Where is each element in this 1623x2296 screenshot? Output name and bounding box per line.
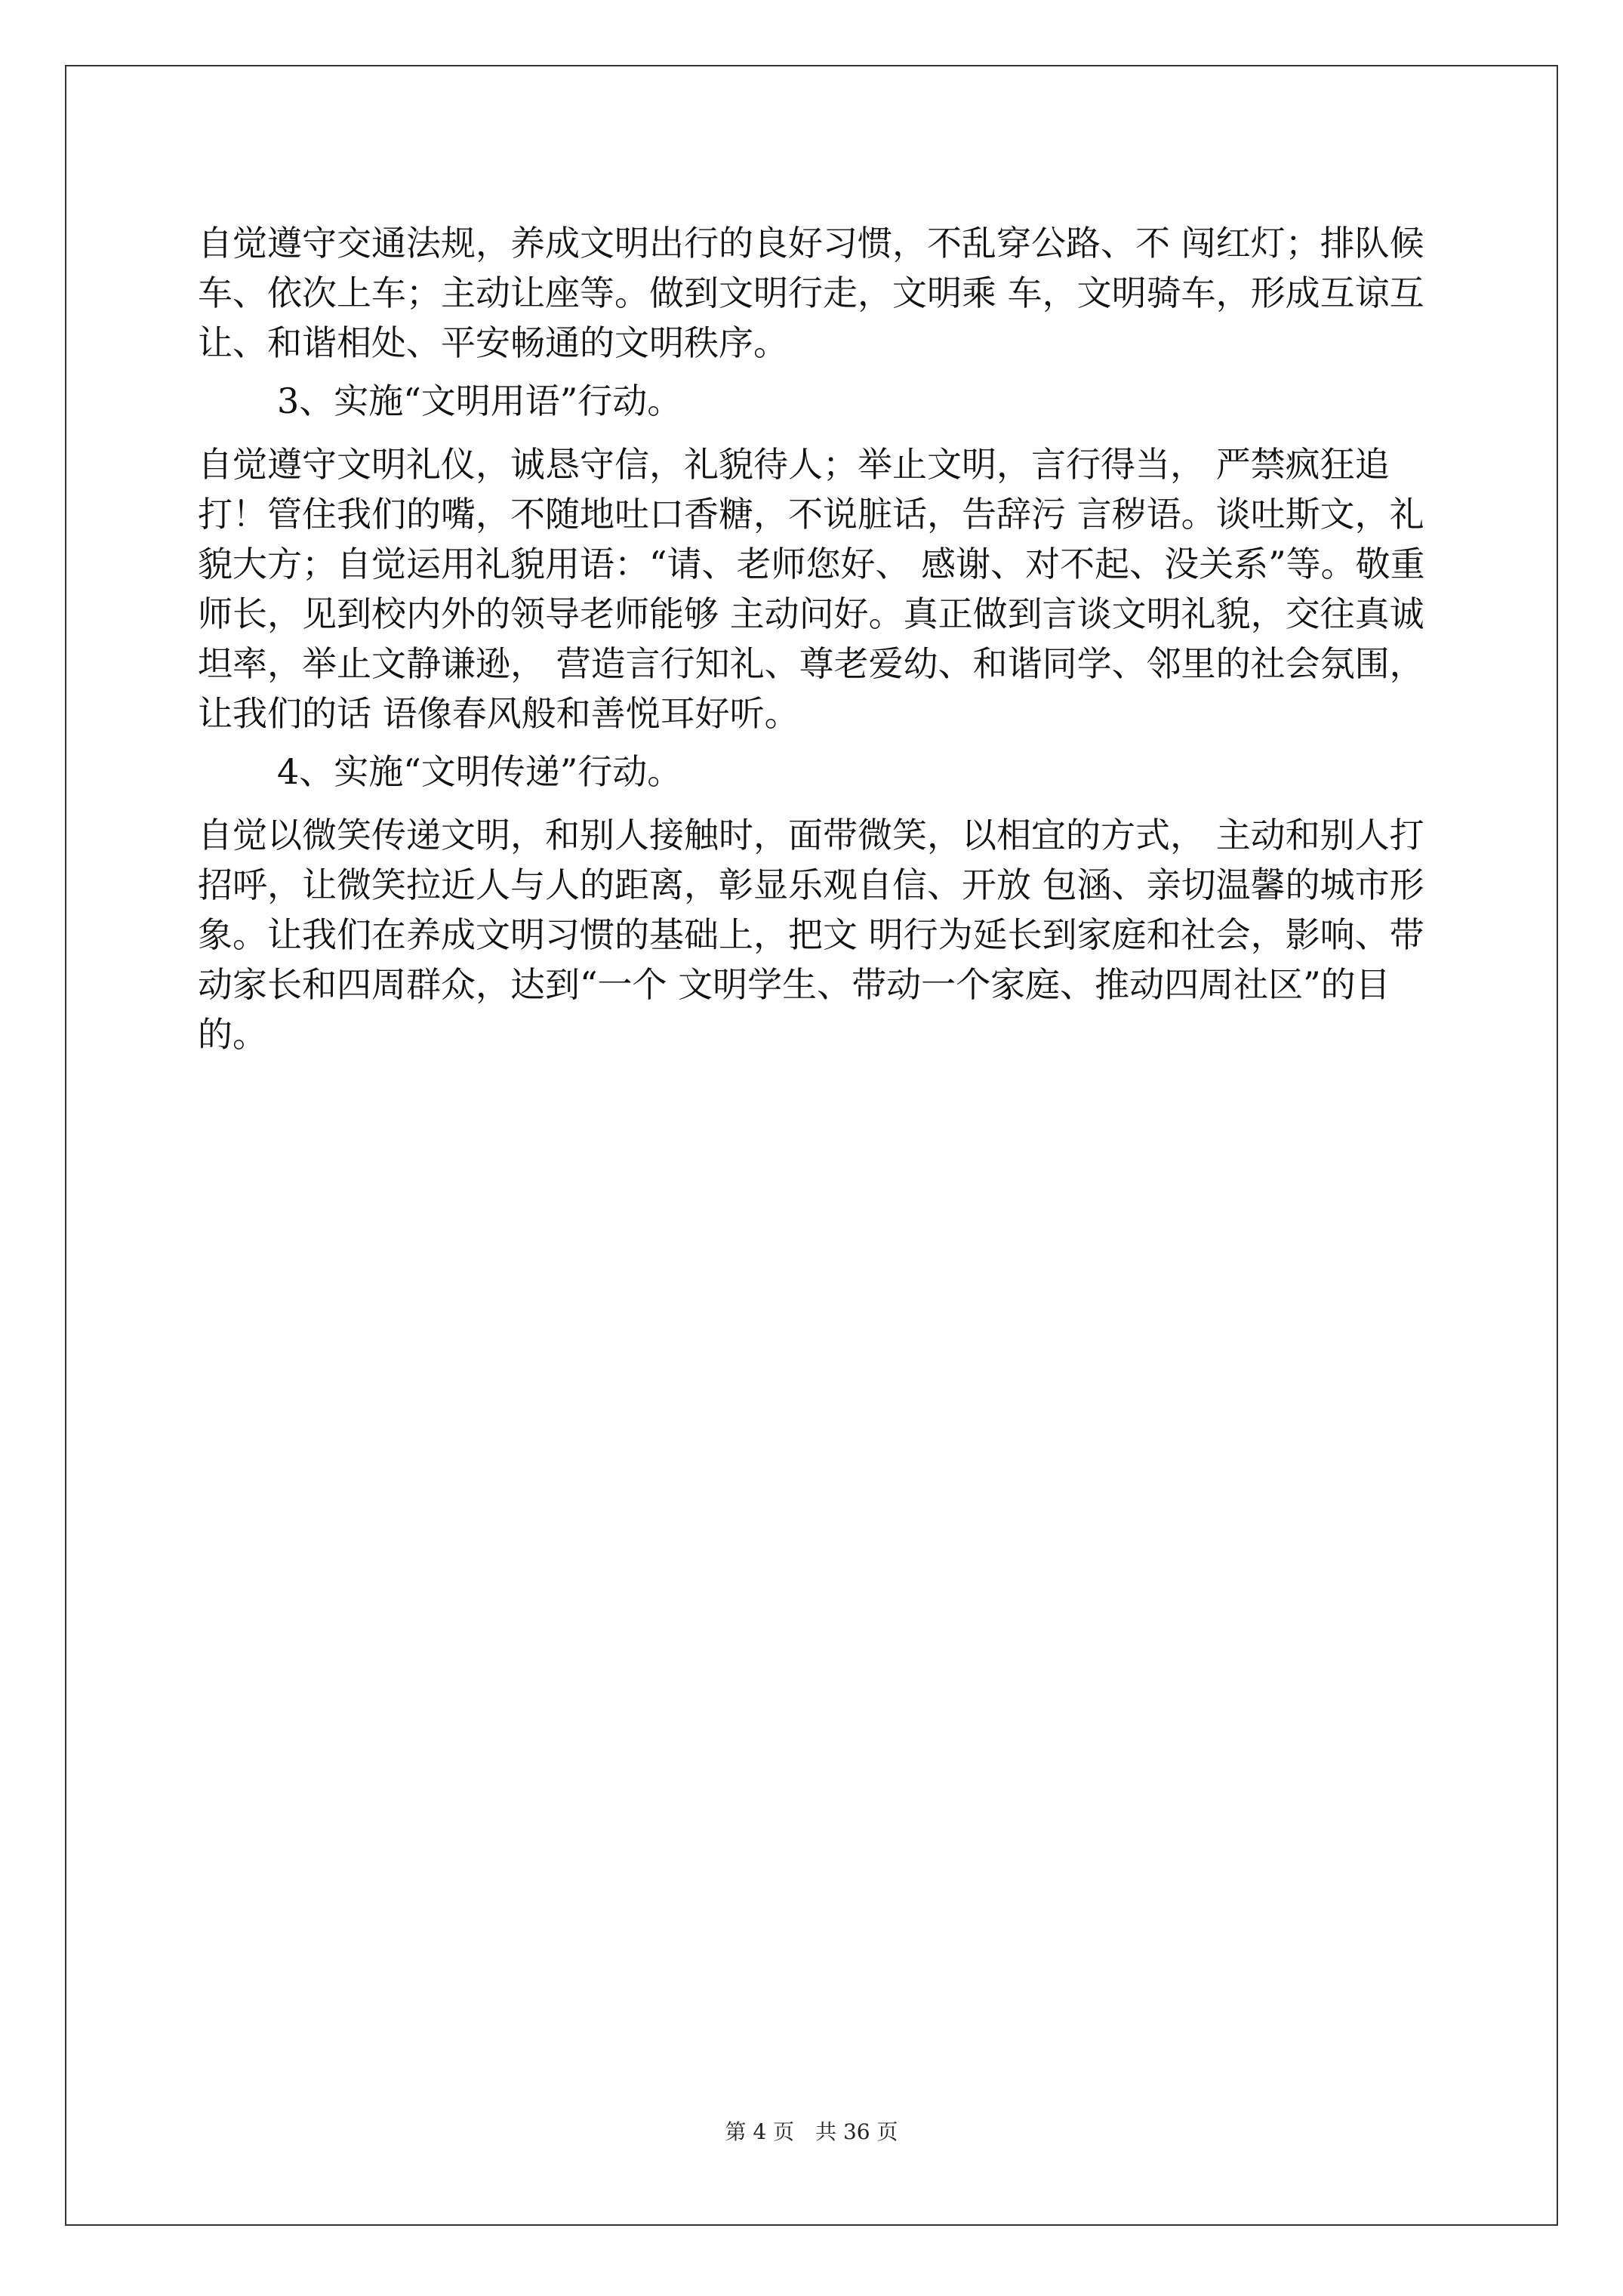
text-line: 闯红灯；排队候车、依次上车；主动让座等。做到文明行走，文明乘 bbox=[198, 223, 1424, 313]
text-line: 营造言行知礼、尊老爱幼、和谐同学、邻里的社会氛围，让我们的话 bbox=[198, 643, 1424, 734]
text-line: 感谢、对不起、没关系”等。敬重师长，见到校内外的领导老师能够 bbox=[198, 544, 1425, 634]
text-line: 主动问好。真正做到言谈文明礼貌，交往真诚坦率，举止文静谦逊， bbox=[198, 593, 1424, 684]
text-line: 自觉遵守交通法规，养成文明出行的良好习惯，不乱穿公路、不 bbox=[198, 223, 1170, 264]
text-line: 文明学生、带动一个家庭、推动四周社区”的目的。 bbox=[198, 964, 1390, 1055]
text-line: 明行为延长到家庭和社会，影响、带动家长和四周群众，达到“一个 bbox=[198, 914, 1424, 1005]
paragraph bbox=[198, 216, 1440, 365]
text-line: 语像春风般和善悦耳好听。 bbox=[382, 693, 799, 734]
page-number-footer: 第 4 页 共 36 页 bbox=[725, 2119, 898, 2144]
text-line: 自觉遵守文明礼仪，诚恳守信，礼貌待人；举止文明，言行得当， bbox=[198, 444, 1205, 485]
section-heading: 4、实施“文明传递”行动。 bbox=[277, 751, 682, 792]
text-line: 自觉以微笑传递文明，和别人接触时，面带微笑，以相宜的方式， bbox=[198, 815, 1205, 855]
document-body bbox=[198, 216, 1440, 1057]
text-line: 包涵、亲切温馨的城市形象。让我们在养成文明习惯的基础上，把文 bbox=[198, 864, 1424, 955]
text-line: 车，文明骑车，形成互谅互让、和谐相处、平安畅通的文明秩序。 bbox=[198, 273, 1424, 363]
text-line: 主动和别人打招呼，让微笑拉近人与人的距离，彰显乐观自信、开放 bbox=[198, 815, 1424, 905]
paragraph bbox=[198, 437, 1440, 736]
text-line: 言秽语。谈吐斯文，礼貌大方；自觉运用礼貌用语：“请、老师您好、 bbox=[198, 494, 1424, 584]
paragraph bbox=[198, 808, 1440, 1057]
section-heading: 3、实施“文明用语”行动。 bbox=[277, 381, 682, 421]
text-line: 严禁疯狂追打！管住我们的嘴，不随地吐口香糖，不说脏话，告辞污 bbox=[198, 444, 1390, 535]
